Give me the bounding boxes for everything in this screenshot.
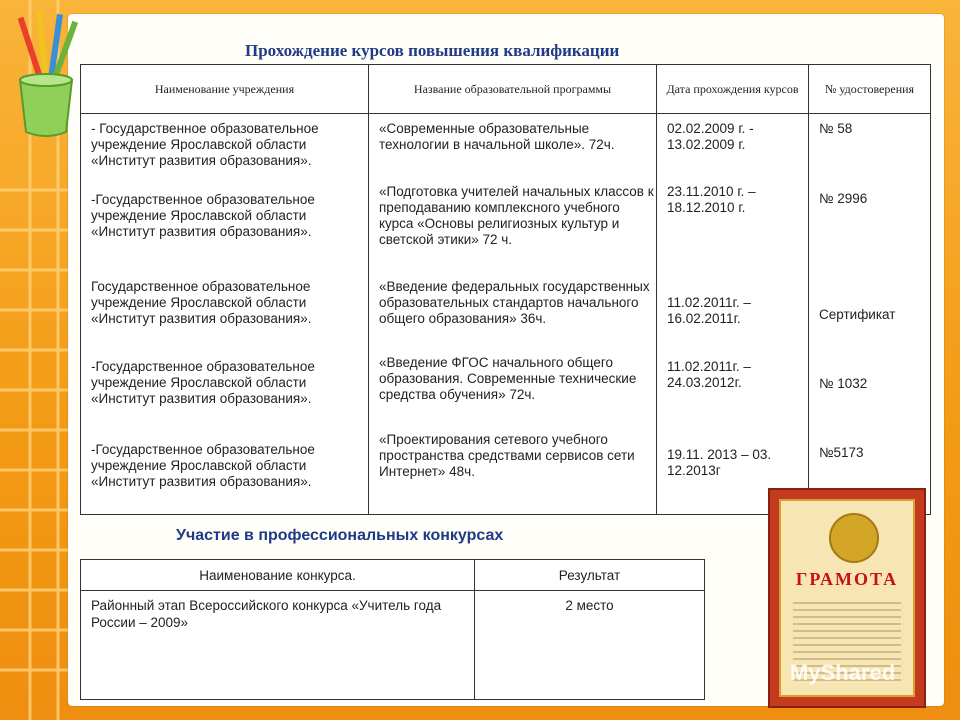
program-entry: «Введение федеральных государственных образовательных стандартов начального общего образования» 36ч. <box>379 279 650 326</box>
certificate-number: № 2996 <box>819 191 868 206</box>
contests-table <box>80 559 705 700</box>
coat-of-arms-icon <box>829 513 879 563</box>
column-header-program: Название образовательной программы <box>369 65 657 114</box>
institution-entry: Государственное образовательное учреждение Ярославской области «Институт развития образования». <box>91 279 312 326</box>
certificate-number: №5173 <box>819 445 864 460</box>
contest-result: 2 место <box>475 591 705 700</box>
page-title: Прохождение курсов повышения квалификации <box>245 41 620 60</box>
institution-entry: -Государственное образовательное учреждение Ярославской области «Институт развития образования». <box>91 442 315 489</box>
institutions-cell <box>81 114 369 515</box>
column-header-result: Результат <box>475 560 705 591</box>
diploma-heading: ГРАМОТА <box>795 569 899 589</box>
dates-cell <box>657 114 809 515</box>
date-entry: 02.02.2009 г. - 13.02.2009 г. <box>667 121 754 152</box>
date-entry: 11.02.2011г. – 16.02.2011г. <box>667 295 751 326</box>
programs-cell <box>369 114 657 515</box>
program-entry: «Подготовка учителей начальных классов к преподаванию комплексного учебного курса «Основы религиозных культур и светской этики» 72 ч. <box>379 184 654 247</box>
certificate-number: № 1032 <box>819 376 868 391</box>
contests-title: Участие в профессиональных конкурсах <box>176 527 504 544</box>
program-entry: «Современные образовательные технологии в начальной школе». 72ч. <box>379 121 615 152</box>
institution-entry: -Государственное образовательное учреждение Ярославской области «Институт развития образования». <box>91 359 315 406</box>
certificate-number: Сертификат <box>819 307 896 322</box>
date-entry: 23.11.2010 г. – 18.12.2010 г. <box>667 184 756 215</box>
courses-table-header-row <box>81 65 931 114</box>
courses-table <box>80 64 931 515</box>
program-entry: «Введение ФГОС начального общего образования. Современные технические средства обучения» 72ч. <box>379 355 637 402</box>
contest-name: Районный этап Всероссийского конкурса «Учитель года России – 2009» <box>81 591 475 700</box>
column-header-institution: Наименование учреждения <box>81 65 369 114</box>
column-header-certificate-number: № удостоверения <box>809 65 931 114</box>
certificates-cell <box>809 114 931 515</box>
column-header-contest-name: Наименование конкурса. <box>81 560 475 591</box>
watermark: MyShared <box>790 660 896 685</box>
contests-table-header-row <box>81 560 705 591</box>
institution-entry: - Государственное образовательное учреждение Ярославской области «Институт развития образования». <box>91 121 319 168</box>
certificate-number: № 58 <box>819 121 853 136</box>
institution-entry: -Государственное образовательное учреждение Ярославской области «Институт развития образования». <box>91 192 315 239</box>
program-entry: «Проектирования сетевого учебного пространства средствами сервисов сети Интернет» 48ч. <box>379 432 635 479</box>
courses-table-row <box>81 114 931 515</box>
date-entry: 19.11. 2013 – 03. 12.2013г <box>667 447 772 478</box>
table-row <box>81 591 705 700</box>
pencil-cup-icon <box>6 10 86 140</box>
date-entry: 11.02.2011г. – 24.03.2012г. <box>667 359 751 390</box>
column-header-date: Дата прохождения курсов <box>657 65 809 114</box>
